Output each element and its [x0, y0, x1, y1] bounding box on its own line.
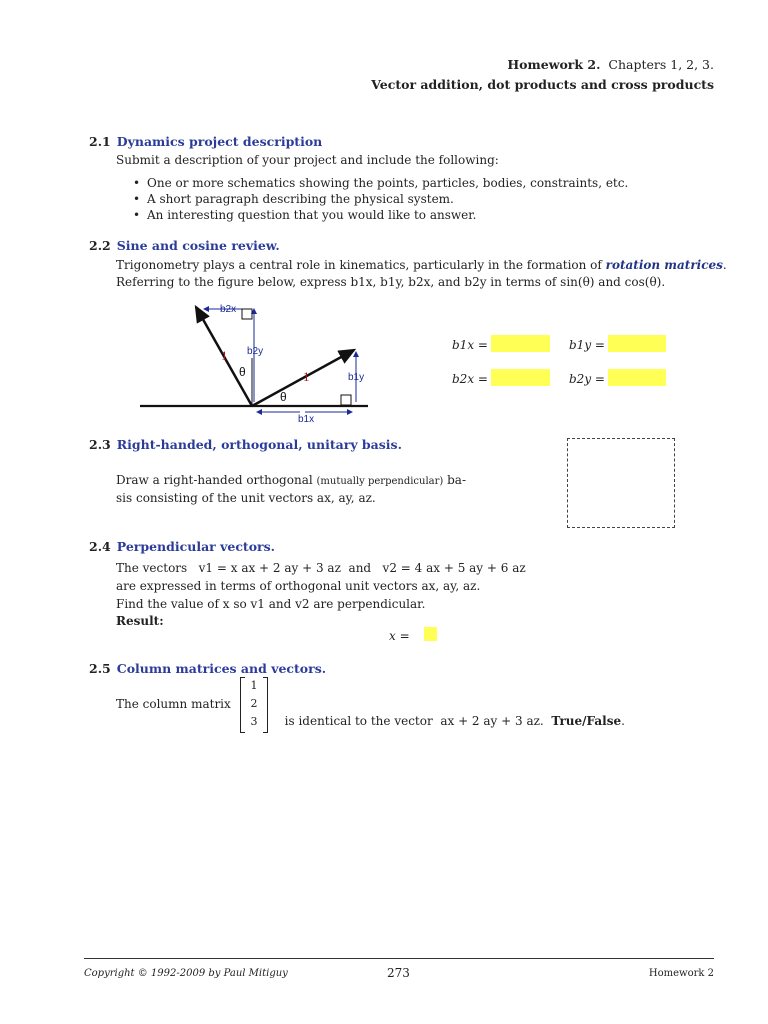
section-2-1-intro: Submit a description of your project and include the following: [116, 153, 499, 167]
section-2-5-heading [89, 661, 326, 676]
section-number: 2.4 [89, 539, 111, 554]
column-matrix-statement [277, 696, 625, 730]
label-one-b1: 1 [303, 369, 310, 384]
section-2-3-heading [89, 437, 402, 452]
matrix-entry: 2 [250, 697, 258, 710]
section-2-1-bullets [131, 175, 628, 223]
label-b1x: b1x [298, 414, 315, 425]
eq-b2y-label: b2y = [569, 372, 605, 386]
page-number: 273 [387, 966, 410, 980]
section-2-2-heading [89, 238, 280, 253]
section-number: 2.3 [89, 437, 111, 452]
section-title: Sine and cosine review. [116, 238, 280, 253]
section-2-1-heading [89, 134, 322, 149]
trig-figure [130, 298, 380, 428]
list-item: • A short paragraph describing the physical system. [131, 191, 628, 207]
eq-b1y-label: b1y = [569, 338, 605, 352]
label-b2x: b2x [220, 304, 237, 315]
text-span: Trigonometry plays a central role in kinematics, particularly in the formation of [116, 258, 606, 272]
eq-b1x-label: b1x = [452, 338, 488, 352]
section-2-3-line-2: sis consisting of the unit vectors ax, ay, az. [116, 491, 376, 505]
label-theta-upper: θ [239, 365, 246, 379]
text-span: is identical to the vector ax + 2 ay + 3 az. [284, 714, 544, 728]
basis-drawing-area[interactable] [567, 438, 675, 528]
b2y-answer-field[interactable] [608, 369, 666, 386]
x-answer-field[interactable] [424, 627, 437, 641]
b2x-answer-field[interactable] [491, 369, 550, 386]
text-span: . [621, 714, 625, 728]
x-equals-label: x = [389, 629, 410, 643]
header-homework: Homework 2. [507, 57, 601, 72]
list-item: • An interesting question that you would like to answer. [131, 207, 628, 223]
section-2-4-line-1: The vectors v1 = x ax + 2 ay + 3 az and v2 = 4 ax + 5 ay + 6 az [116, 561, 526, 575]
list-item: • One or more schematics showing the points, particles, bodies, constraints, etc. [131, 175, 628, 191]
header-chapters: Chapters 1, 2, 3. [608, 57, 714, 72]
footer-copyright: Copyright © 1992-2009 by Paul Mitiguy [84, 968, 288, 979]
section-2-4-heading [89, 539, 275, 554]
label-one-b2: 1 [221, 348, 228, 363]
label-b1y: b1y [348, 372, 365, 383]
section-number: 2.2 [89, 238, 111, 253]
section-2-2-line-2: Referring to the figure below, express b1x, b1y, b2x, and b2y in terms of sin(θ) and cos(θ). [116, 275, 666, 289]
column-matrix [240, 677, 268, 733]
matrix-entry: 3 [250, 715, 258, 728]
eq-b2x-label: b2x = [452, 372, 488, 386]
label-b2y: b2y [247, 346, 264, 357]
right-angle-mark [341, 395, 351, 405]
header-line-1 [507, 57, 714, 72]
text-span: ba- [443, 473, 467, 487]
result-label: Result: [116, 614, 164, 628]
section-2-4-line-2: are expressed in terms of orthogonal unit vectors ax, ay, az. [116, 579, 481, 593]
section-title: Column matrices and vectors. [116, 661, 327, 676]
label-theta-lower: θ [280, 390, 287, 404]
b1x-answer-field[interactable] [491, 335, 550, 352]
text-span: Draw a right-handed orthogonal [116, 473, 317, 487]
b1y-answer-field[interactable] [608, 335, 666, 352]
section-number: 2.5 [89, 661, 111, 676]
right-angle-mark [242, 309, 252, 319]
section-2-2-line-1 [116, 257, 727, 274]
footer-rule [84, 958, 714, 959]
rotation-matrices-emphasis: rotation matrices [605, 258, 723, 272]
matrix-entry: 1 [250, 679, 258, 692]
section-2-3-line-1 [116, 472, 466, 490]
section-number: 2.1 [89, 134, 111, 149]
footer-right: Homework 2 [648, 968, 714, 979]
section-title: Perpendicular vectors. [116, 539, 276, 554]
section-title: Right-handed, orthogonal, unitary basis. [116, 437, 402, 452]
text-span: . [722, 258, 727, 272]
true-false-label: True/False [551, 714, 622, 728]
column-matrix-intro: The column matrix [116, 697, 231, 711]
header-subtitle: Vector addition, dot products and cross products [371, 77, 714, 92]
text-span-small: (mutually perpendicular) [316, 476, 444, 487]
section-2-4-line-3: Find the value of x so v1 and v2 are perpendicular. [116, 597, 426, 611]
section-title: Dynamics project description [116, 134, 323, 149]
